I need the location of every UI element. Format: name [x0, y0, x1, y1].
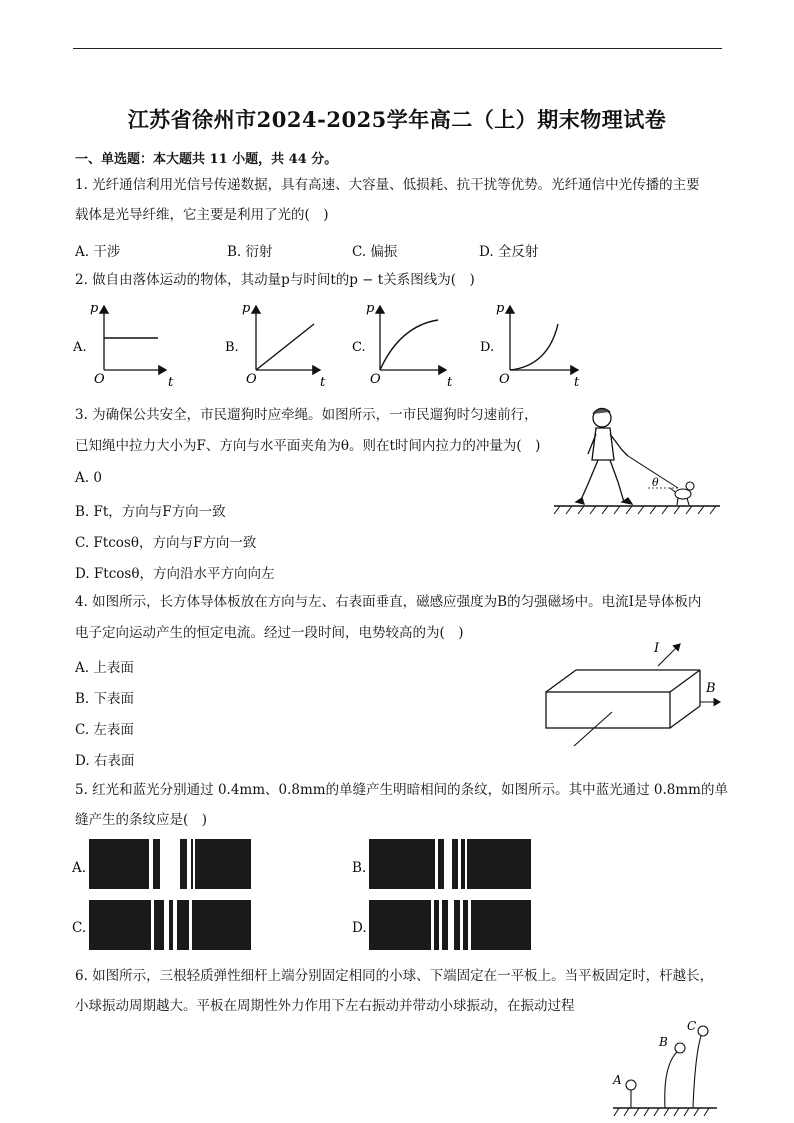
q4-label-field: B: [706, 681, 716, 696]
q4-option-c[interactable]: C. 左表面: [75, 722, 134, 738]
q5-fringe-b[interactable]: [369, 839, 531, 889]
q6-stem-line1: 6. 如图所示，三根轻质弹性细杆上端分别固定相同的小球、下端固定在一平板上。当平板固定时，杆越长，: [75, 968, 714, 984]
q2-b-curve: [256, 324, 314, 370]
q5-label-d[interactable]: D.: [352, 920, 367, 936]
q2-label-c: C.: [352, 340, 366, 355]
q6-label-c: C: [687, 1019, 697, 1033]
q2-c-t-label: t: [447, 375, 453, 390]
q2-a-p-label: p: [90, 301, 99, 316]
q1-option-a[interactable]: A. 干涉: [75, 244, 121, 260]
q2-label-b: B.: [225, 340, 239, 355]
q5-fringe-a[interactable]: [89, 839, 251, 889]
q3-angle-label: θ: [652, 476, 659, 489]
q6-ball-c: [698, 1026, 708, 1036]
q2-c-origin: O: [370, 372, 381, 387]
q6-rod-c: [693, 1036, 701, 1108]
q1-option-d[interactable]: D. 全反射: [479, 244, 539, 260]
q3-option-b[interactable]: B. Ft，方向与F方向一致: [75, 504, 226, 520]
q2-label-d: D.: [480, 340, 495, 355]
q6-ball-a: [626, 1080, 636, 1090]
q1-stem-line2: 载体是光导纤维，它主要是利用了光的( ): [75, 207, 329, 223]
q3-dog-walking-figure: [552, 400, 722, 518]
q3-option-d[interactable]: D. Ftcosθ，方向沿水平方向向左: [75, 566, 275, 582]
q2-b-t-label: t: [320, 375, 326, 390]
q4-label-current: I: [654, 641, 660, 656]
q3-option-c[interactable]: C. Ftcosθ，方向与F方向一致: [75, 535, 257, 551]
q3-ground-hatch: [554, 506, 716, 514]
q3-stem-line2: 已知绳中拉力大小为F、方向与水平面夹角为θ。则在t时间内拉力的冲量为( ): [75, 438, 541, 454]
q3-option-a[interactable]: A. 0: [75, 470, 102, 486]
q2-d-t-label: t: [574, 375, 580, 390]
q5-stem-line2: 缝产生的条纹应是( ): [75, 812, 208, 828]
q3-stem-line1: 3. 为确保公共安全，市民遛狗时应牵绳。如图所示，一市民遛狗时匀速前行，: [75, 407, 538, 423]
q6-label-a: A: [613, 1073, 622, 1087]
q6-label-b: B: [659, 1035, 668, 1049]
q6-rod-b: [665, 1052, 677, 1108]
q4-stem-line1: 4. 如图所示，长方体导体板放在方向与左、右表面垂直，磁感应强度为B的匀强磁场中。电流I是导体板内: [75, 594, 702, 610]
q5-fringe-c[interactable]: [89, 900, 251, 950]
q4-option-d[interactable]: D. 右表面: [75, 753, 135, 769]
q3-person: [576, 408, 632, 504]
q1-option-c[interactable]: C. 偏振: [352, 244, 398, 260]
q5-fringe-d[interactable]: [369, 900, 531, 950]
q5-stem-line1: 5. 红光和蓝光分别通过 0.4mm、0.8mm的单缝产生明暗相间的条纹，如图所示。其中蓝光通过 0.8mm的单: [75, 782, 728, 798]
q4-conductor-figure: [540, 634, 725, 752]
q2-d-p-label: p: [496, 301, 505, 316]
q2-a-origin: O: [94, 372, 105, 387]
q5-label-b[interactable]: B.: [352, 860, 367, 876]
q2-c-curve: [380, 320, 438, 370]
q2-label-a: A.: [73, 340, 87, 355]
q2-b-p-label: p: [242, 301, 251, 316]
q6-rods-figure: [605, 1016, 720, 1120]
q1-stem-line1: 1. 光纤通信利用光信号传递数据，具有高速、大容量、低损耗、抗干扰等优势。光纤通信中光传播的主要: [75, 177, 700, 193]
q2-graph-d[interactable]: [480, 301, 580, 390]
q2-d-origin: O: [499, 372, 510, 387]
exam-title: 江苏省徐州市2024-2025学年高二（上）期末物理试卷: [127, 107, 667, 132]
q2-graphs: [70, 296, 590, 390]
q2-a-t-label: t: [168, 375, 174, 390]
q2-stem: 2. 做自由落体运动的物体，其动量p与时间t的p − t关系图线为( ): [75, 272, 475, 288]
q6-stem-line2: 小球振动周期越大。平板在周期性外力作用下左右振动并带动小球振动，在振动过程: [75, 998, 575, 1014]
q1-option-b[interactable]: B. 衍射: [227, 244, 273, 260]
q2-graph-a[interactable]: [72, 301, 174, 390]
section-heading: 一、单选题：本大题共 11 小题，共 44 分。: [75, 152, 338, 167]
q2-b-origin: O: [246, 372, 257, 387]
q4-current-line-lower: [574, 712, 612, 746]
q2-d-curve: [510, 324, 558, 370]
q4-conductor-block: [546, 670, 700, 728]
q5-label-a[interactable]: A.: [72, 860, 87, 876]
q4-option-b[interactable]: B. 下表面: [75, 691, 135, 707]
q2-c-p-label: p: [366, 301, 375, 316]
q2-graph-b[interactable]: [225, 301, 326, 390]
q2-graph-c[interactable]: [352, 301, 453, 390]
q4-stem-line2: 电子定向运动产生的恒定电流。经过一段时间，电势较高的为( ): [75, 625, 464, 641]
q6-ball-b: [675, 1043, 685, 1053]
header-rule: [73, 48, 722, 49]
q4-option-a[interactable]: A. 上表面: [75, 660, 134, 676]
q6-plate-hatch: [614, 1108, 709, 1116]
q4-current-arrow: [658, 644, 680, 666]
q5-label-c[interactable]: C.: [72, 920, 87, 936]
